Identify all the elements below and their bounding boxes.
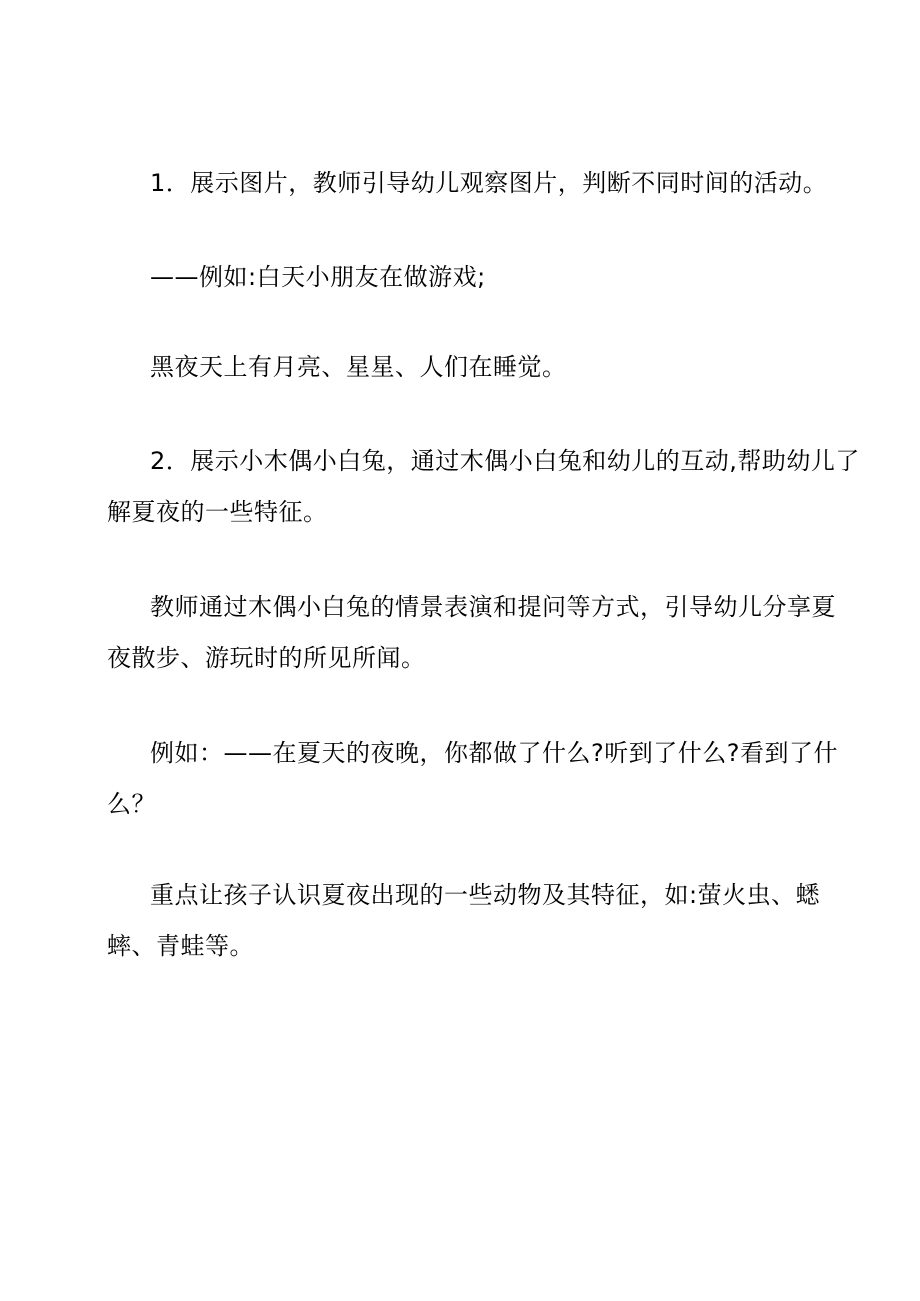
paragraph-3-line-1: 黑夜天上有月亮、星星、人们在睡觉。: [150, 353, 567, 381]
paragraph-6-line-1: 例如：——在夏天的夜晚，你都做了什么?听到了什么?看到了什: [150, 739, 838, 767]
paragraph-6-line-2: 么？: [107, 790, 156, 818]
paragraph-5-line-1: 教师通过木偶小白兔的情景表演和提问等方式，引导幼儿分享夏: [150, 593, 836, 621]
paragraph-1-line-1: 1．展示图片，教师引导幼儿观察图片，判断不同时间的活动。: [150, 169, 828, 197]
paragraph-4-line-2: 解夏夜的一些特征。: [107, 498, 328, 526]
paragraph-4-line-1: 2．展示小木偶小白兔，通过木偶小白兔和幼儿的互动,帮助幼儿了: [150, 447, 860, 475]
paragraph-7-line-2: 蟀、青蛙等。: [107, 932, 254, 960]
paragraph-2-line-1: ——例如:白天小朋友在做游戏;: [150, 263, 486, 291]
paragraph-7-line-1: 重点让孩子认识夏夜出现的一些动物及其特征，如:萤火虫、蟋: [150, 881, 821, 909]
paragraph-5-line-2: 夜散步、游玩时的所见所闻。: [107, 644, 426, 672]
